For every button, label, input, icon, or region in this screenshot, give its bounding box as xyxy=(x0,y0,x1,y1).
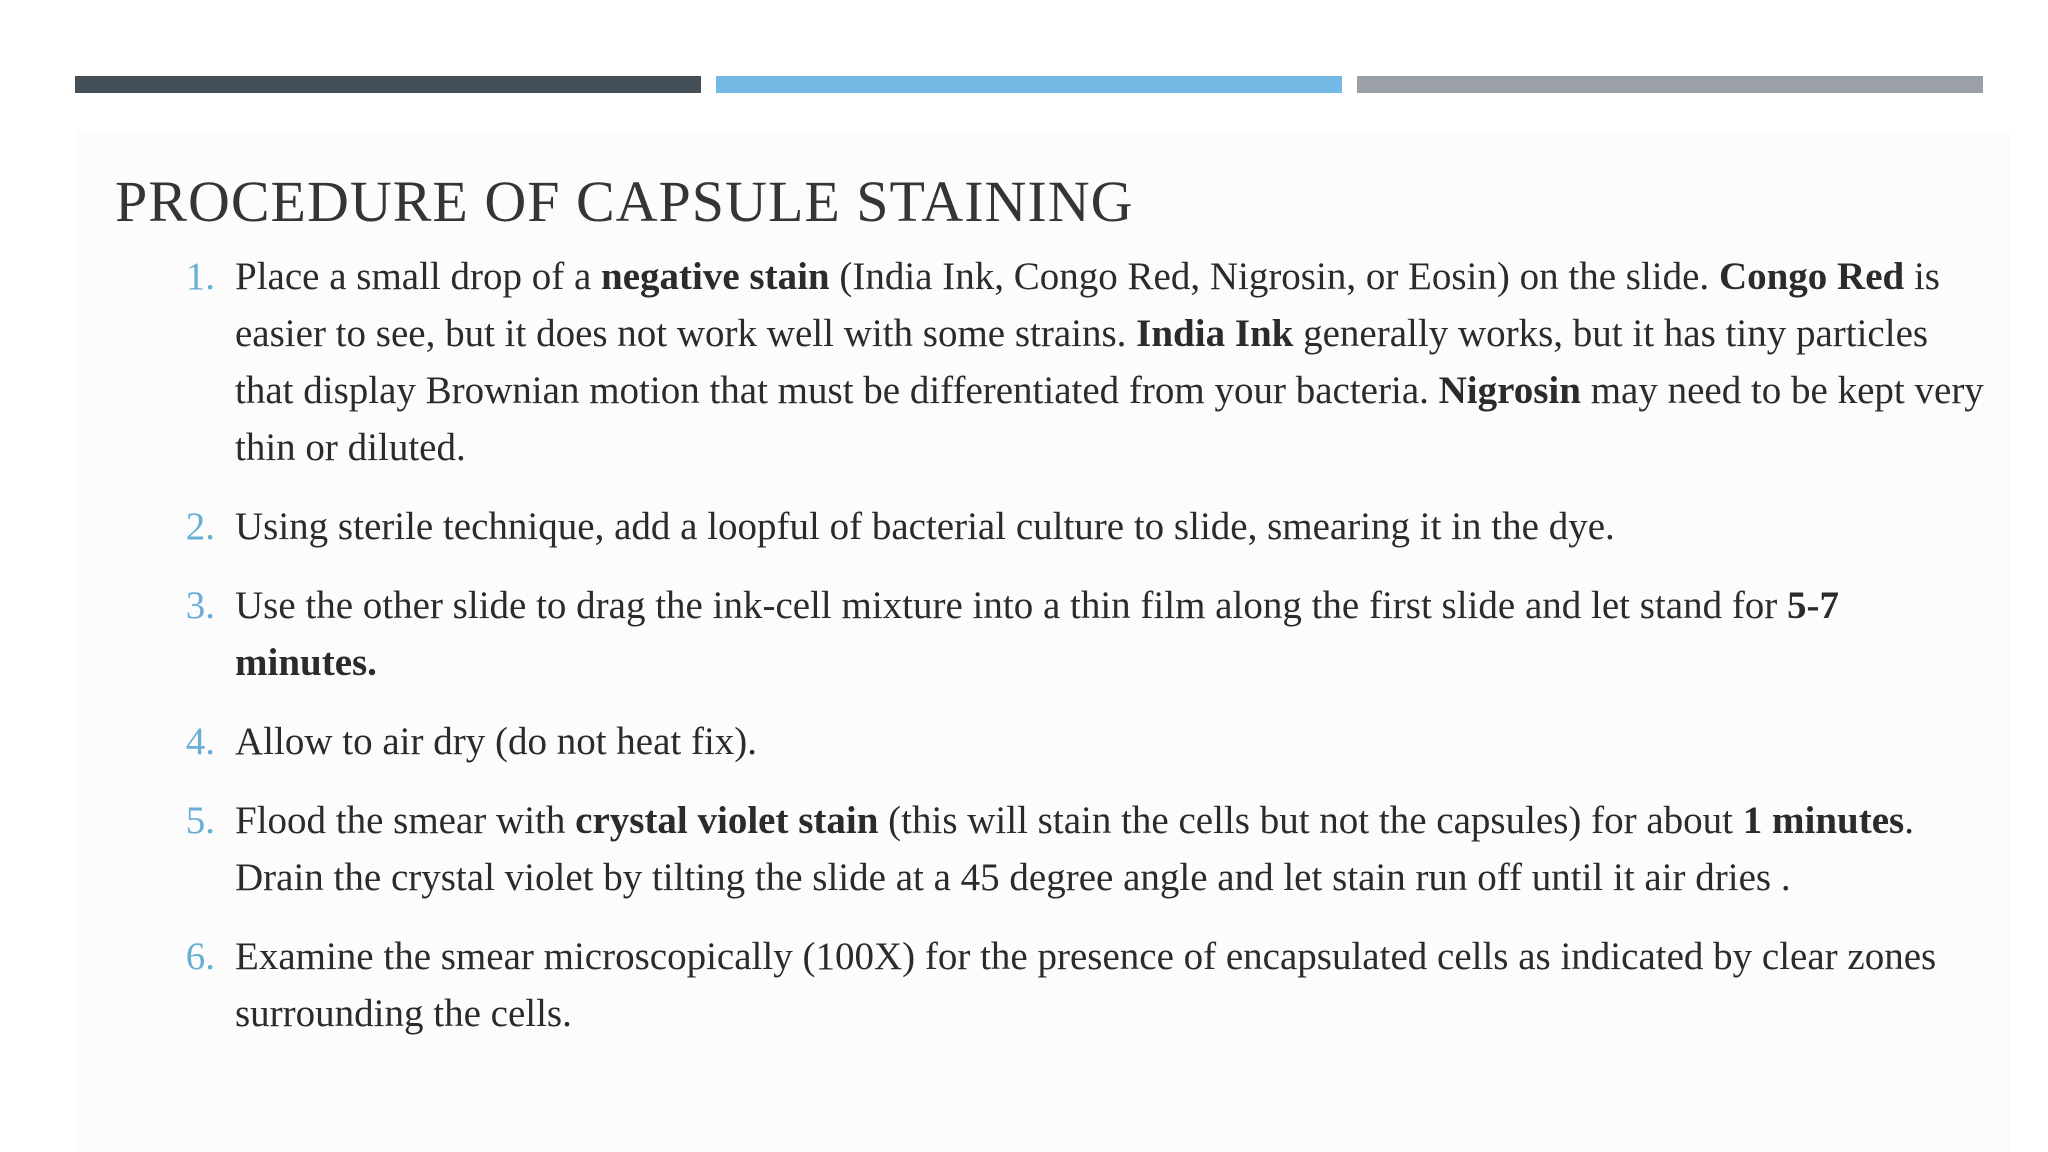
step-number: 2. xyxy=(185,505,215,548)
step-number: 6. xyxy=(185,935,215,978)
top-accent-bar-dark xyxy=(75,76,701,93)
step-text-bold: India Ink xyxy=(1136,312,1294,355)
procedure-step xyxy=(155,713,1985,770)
step-text-bold: crystal violet stain xyxy=(575,799,879,842)
step-text-segment: . Drain the crystal violet by tilting the slide at a 45 degree angle and let stain run off until it air dries . xyxy=(235,799,1914,899)
step-text-bold: Nigrosin xyxy=(1438,369,1581,412)
procedure-step xyxy=(155,577,1985,691)
step-text-segment: may need to be kept very thin or diluted. xyxy=(235,369,1984,469)
step-text-segment: is easier to see, but it does not work well with some strains. xyxy=(235,255,1940,355)
step-text xyxy=(235,577,1985,691)
step-text-segment: generally works, but it has tiny particles that display Brownian motion that must be differentiated from your bacteria. xyxy=(235,312,1929,412)
step-text-segment: Examine the smear microscopically (100X) for the presence of encapsulated cells as indicated by clear zones surrounding the cells. xyxy=(235,935,1937,1035)
step-text-bold: Congo Red xyxy=(1718,255,1905,298)
step-text xyxy=(235,248,1985,476)
step-number: 5. xyxy=(185,799,215,842)
step-text-segment: Flood the smear with xyxy=(235,799,576,842)
step-number: 3. xyxy=(185,584,215,627)
step-text xyxy=(235,713,1985,770)
step-text-segment: (India Ink, Congo Red, Nigrosin, or Eosin) on the slide. xyxy=(829,255,1719,298)
procedure-steps-list xyxy=(155,248,1985,1064)
step-number: 1. xyxy=(185,255,215,298)
step-text-segment: Place a small drop of a xyxy=(235,255,602,298)
step-text-segment: Using sterile technique, add a loopful of bacterial culture to slide, smearing it in the dye. xyxy=(235,505,1615,548)
step-text-segment: Allow to air dry (do not heat fix). xyxy=(235,720,758,763)
top-accent-bar-blue xyxy=(716,76,1342,93)
procedure-step xyxy=(155,792,1985,906)
procedure-step xyxy=(155,498,1985,555)
procedure-step xyxy=(155,248,1985,476)
procedure-step xyxy=(155,928,1985,1042)
step-number: 4. xyxy=(185,720,215,763)
step-text-segment: Use the other slide to drag the ink-cell mixture into a thin film along the first slide and let stand for xyxy=(235,584,1788,627)
step-text-bold: negative stain xyxy=(601,255,830,298)
step-text xyxy=(235,928,1985,1042)
step-text-segment: (this will stain the cells but not the capsules) for about xyxy=(878,799,1743,842)
slide-title: PROCEDURE OF CAPSULE STAINING xyxy=(115,169,1134,234)
step-text xyxy=(235,792,1985,906)
step-text-bold: 5-7 minutes. xyxy=(235,584,1840,684)
step-text xyxy=(235,498,1985,555)
top-accent-bar-gray xyxy=(1357,76,1983,93)
step-text-bold: 1 minutes xyxy=(1742,799,1905,842)
